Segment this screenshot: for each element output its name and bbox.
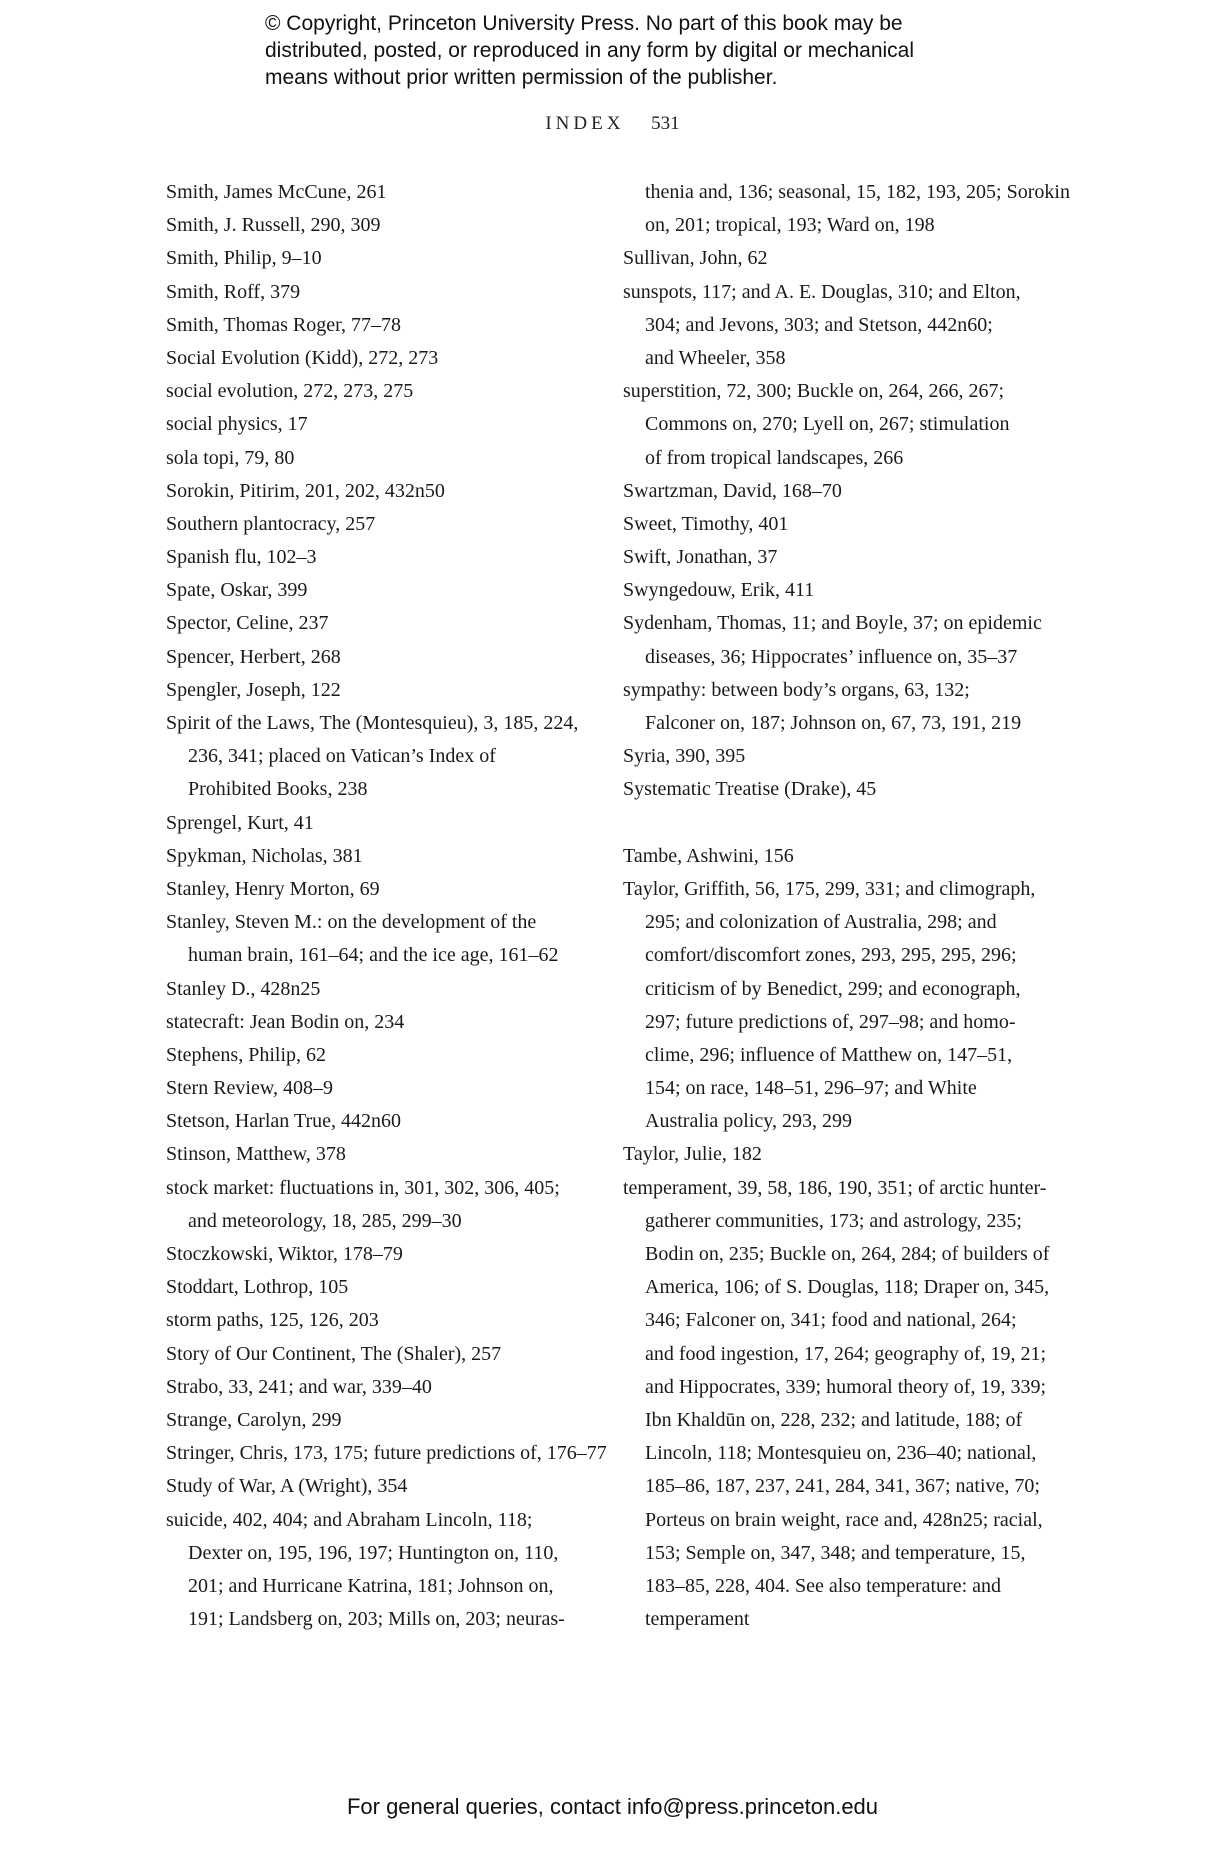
index-entry: Social Evolution (Kidd), 272, 273: [166, 346, 439, 369]
index-entry: 201; and Hurricane Katrina, 181; Johnson on,: [188, 1574, 554, 1597]
index-entry: Stanley, Steven M.: on the development of the: [166, 911, 537, 934]
index-entry: Spector, Celine, 237: [166, 612, 329, 635]
index-entry: criticism of by Benedict, 299; and econograph,: [645, 977, 1021, 1000]
index-entry: Southern plantocracy, 257: [166, 512, 376, 535]
running-head: [0, 113, 1225, 135]
index-entry: thenia and, 136; seasonal, 15, 182, 193, 205; Sorokin: [645, 181, 1070, 203]
index-entry: Stoddart, Lothrop, 105: [166, 1276, 349, 1299]
index-entry: Stinson, Matthew, 378: [166, 1143, 346, 1166]
index-entry: 346; Falconer on, 341; food and national, 264;: [645, 1309, 1017, 1332]
index-entry: Sullivan, John, 62: [623, 247, 768, 270]
index-entry: 236, 341; placed on Vatican’s Index of: [188, 745, 496, 768]
index-entry: clime, 296; influence of Matthew on, 147–51,: [645, 1043, 1013, 1066]
index-entry: Spate, Oskar, 399: [166, 579, 308, 602]
index-entry: 191; Landsberg on, 203; Mills on, 203; neuras-: [188, 1608, 565, 1631]
index-entry: Study of War, A (Wright), 354: [166, 1475, 408, 1498]
section-gap: [623, 807, 1043, 840]
index-entry: Stanley, Henry Morton, 69: [166, 877, 380, 900]
index-entry: Stern Review, 408–9: [166, 1077, 334, 1100]
index-entry: 183–85, 228, 404. See also temperature: and: [645, 1574, 1002, 1597]
index-entry: and meteorology, 18, 285, 299–30: [188, 1209, 462, 1232]
page-number: 531: [651, 113, 680, 134]
index-entry: Stetson, Harlan True, 442n60: [166, 1110, 401, 1133]
index-entry: Spanish flu, 102–3: [166, 546, 317, 569]
index-entry: Smith, J. Russell, 290, 309: [166, 214, 381, 237]
copyright-line: distributed, posted, or reproduced in any form by digital or mechanical: [265, 39, 915, 62]
index-entry: Porteus on brain weight, race and, 428n25; racial,: [645, 1508, 1043, 1531]
index-entry: Sprengel, Kurt, 41: [166, 811, 314, 834]
index-entry: Smith, James McCune, 261: [166, 181, 387, 203]
index-entry: Australia policy, 293, 299: [645, 1110, 853, 1133]
index-entry: Dexter on, 195, 196, 197; Huntington on, 110,: [188, 1541, 559, 1564]
index-entry: Spirit of the Laws, The (Montesquieu), 3, 185, 224,: [166, 712, 579, 734]
index-entry: Commons on, 270; Lyell on, 267; stimulation: [645, 413, 1010, 436]
index-entry: Taylor, Julie, 182: [623, 1143, 762, 1166]
index-entry: Falconer on, 187; Johnson on, 67, 73, 191, 219: [645, 712, 1022, 734]
index-entry: Swyngedouw, Erik, 411: [623, 579, 815, 602]
index-entry: Stephens, Philip, 62: [166, 1043, 327, 1066]
index-entry: temperament: [645, 1608, 750, 1631]
index-entry: 153; Semple on, 347, 348; and temperature, 15,: [645, 1541, 1026, 1564]
index-column-left: [166, 176, 607, 1636]
index-entry: Stringer, Chris, 173, 175; future predictions of, 176–77: [166, 1442, 607, 1465]
index-entry: Taylor, Griffith, 56, 175, 299, 331; and climograph,: [623, 877, 1036, 900]
index-entry: Sweet, Timothy, 401: [623, 512, 789, 535]
index-entry: Story of Our Continent, The (Shaler), 257: [166, 1342, 502, 1365]
index-entry: and Hippocrates, 339; humoral theory of, 19, 339;: [645, 1375, 1047, 1398]
index-entry: sympathy: between body’s organs, 63, 132;: [623, 678, 970, 701]
index-column-right: [623, 176, 1070, 1636]
running-head-label: INDEX: [545, 113, 625, 134]
index-entry: Ibn Khaldūn on, 228, 232; and latitude, 188; of: [645, 1408, 1023, 1431]
index-entry: Tambe, Ashwini, 156: [623, 844, 794, 867]
index-entry: Lincoln, 118; Montesquieu on, 236–40; national,: [645, 1442, 1037, 1465]
index-entry: superstition, 72, 300; Buckle on, 264, 266, 267;: [623, 380, 1005, 403]
copyright-line: © Copyright, Princeton University Press. No part of this book may be: [265, 12, 903, 35]
index-entry: sola topi, 79, 80: [166, 446, 295, 469]
index-entry: Prohibited Books, 238: [188, 778, 368, 801]
index-entry: Strange, Carolyn, 299: [166, 1408, 342, 1431]
index-entry: and Wheeler, 358: [645, 346, 786, 369]
index-entry: Spencer, Herbert, 268: [166, 645, 341, 668]
index-entry: 185–86, 187, 237, 241, 284, 341, 367; native, 70;: [645, 1475, 1040, 1498]
index-entry: social physics, 17: [166, 413, 308, 436]
index-entry: and food ingestion, 17, 264; geography of, 19, 21;: [645, 1342, 1047, 1365]
index-entry: Bodin on, 235; Buckle on, 264, 284; of builders of: [645, 1243, 1050, 1265]
index-entry: Spykman, Nicholas, 381: [166, 844, 363, 867]
index-entry: of from tropical landscapes, 266: [645, 446, 904, 469]
index-entry: Smith, Roff, 379: [166, 280, 301, 303]
index-entry: Spengler, Joseph, 122: [166, 678, 341, 701]
index-entry: Smith, Thomas Roger, 77–78: [166, 313, 401, 336]
index-entry: stock market: fluctuations in, 301, 302, 306, 405;: [166, 1176, 560, 1199]
index-entry: 295; and colonization of Australia, 298; and: [645, 911, 997, 934]
index-entry: temperament, 39, 58, 186, 190, 351; of arctic hunter-: [623, 1176, 1047, 1199]
index-entry: Sydenham, Thomas, 11; and Boyle, 37; on epidemic: [623, 612, 1042, 635]
index-entry: comfort/discomfort zones, 293, 295, 295, 296;: [645, 944, 1017, 967]
index-entry: storm paths, 125, 126, 203: [166, 1309, 379, 1332]
index-entry: statecraft: Jean Bodin on, 234: [166, 1010, 405, 1033]
index-entry: 304; and Jevons, 303; and Stetson, 442n60;: [645, 313, 993, 336]
index-entry: Swartzman, David, 168–70: [623, 479, 842, 502]
index-entry: sunspots, 117; and A. E. Douglas, 310; and Elton,: [623, 280, 1021, 303]
index-entry: Syria, 390, 395: [623, 745, 746, 768]
index-entry: suicide, 402, 404; and Abraham Lincoln, 118;: [166, 1508, 533, 1531]
index-entry: Smith, Philip, 9–10: [166, 247, 322, 270]
index-entry: Systematic Treatise (Drake), 45: [623, 778, 877, 801]
footer-contact: For general queries, contact info@press.princeton.edu: [346, 1794, 879, 1819]
index-entry: America, 106; of S. Douglas, 118; Draper on, 345,: [645, 1276, 1050, 1299]
index-entry: human brain, 161–64; and the ice age, 161–62: [188, 944, 559, 967]
index-entry: Sorokin, Pitirim, 201, 202, 432n50: [166, 479, 445, 502]
index-entry: Stanley D., 428n25: [166, 977, 321, 1000]
index-entry: gatherer communities, 173; and astrology, 235;: [645, 1209, 1022, 1232]
copyright-line: means without prior written permission of the publisher.: [265, 66, 778, 89]
index-entry: Strabo, 33, 241; and war, 339–40: [166, 1375, 432, 1398]
index-entry: 297; future predictions of, 297–98; and homo-: [645, 1010, 1016, 1033]
copyright-notice: [265, 10, 1025, 91]
index-entry: 154; on race, 148–51, 296–97; and White: [645, 1077, 977, 1100]
index-entry: Stoczkowski, Wiktor, 178–79: [166, 1243, 403, 1265]
index-entry: Swift, Jonathan, 37: [623, 546, 778, 569]
index-entry: diseases, 36; Hippocrates’ influence on, 35–37: [645, 645, 1018, 668]
index-entry: on, 201; tropical, 193; Ward on, 198: [645, 214, 935, 237]
index-entry: social evolution, 272, 273, 275: [166, 380, 414, 403]
